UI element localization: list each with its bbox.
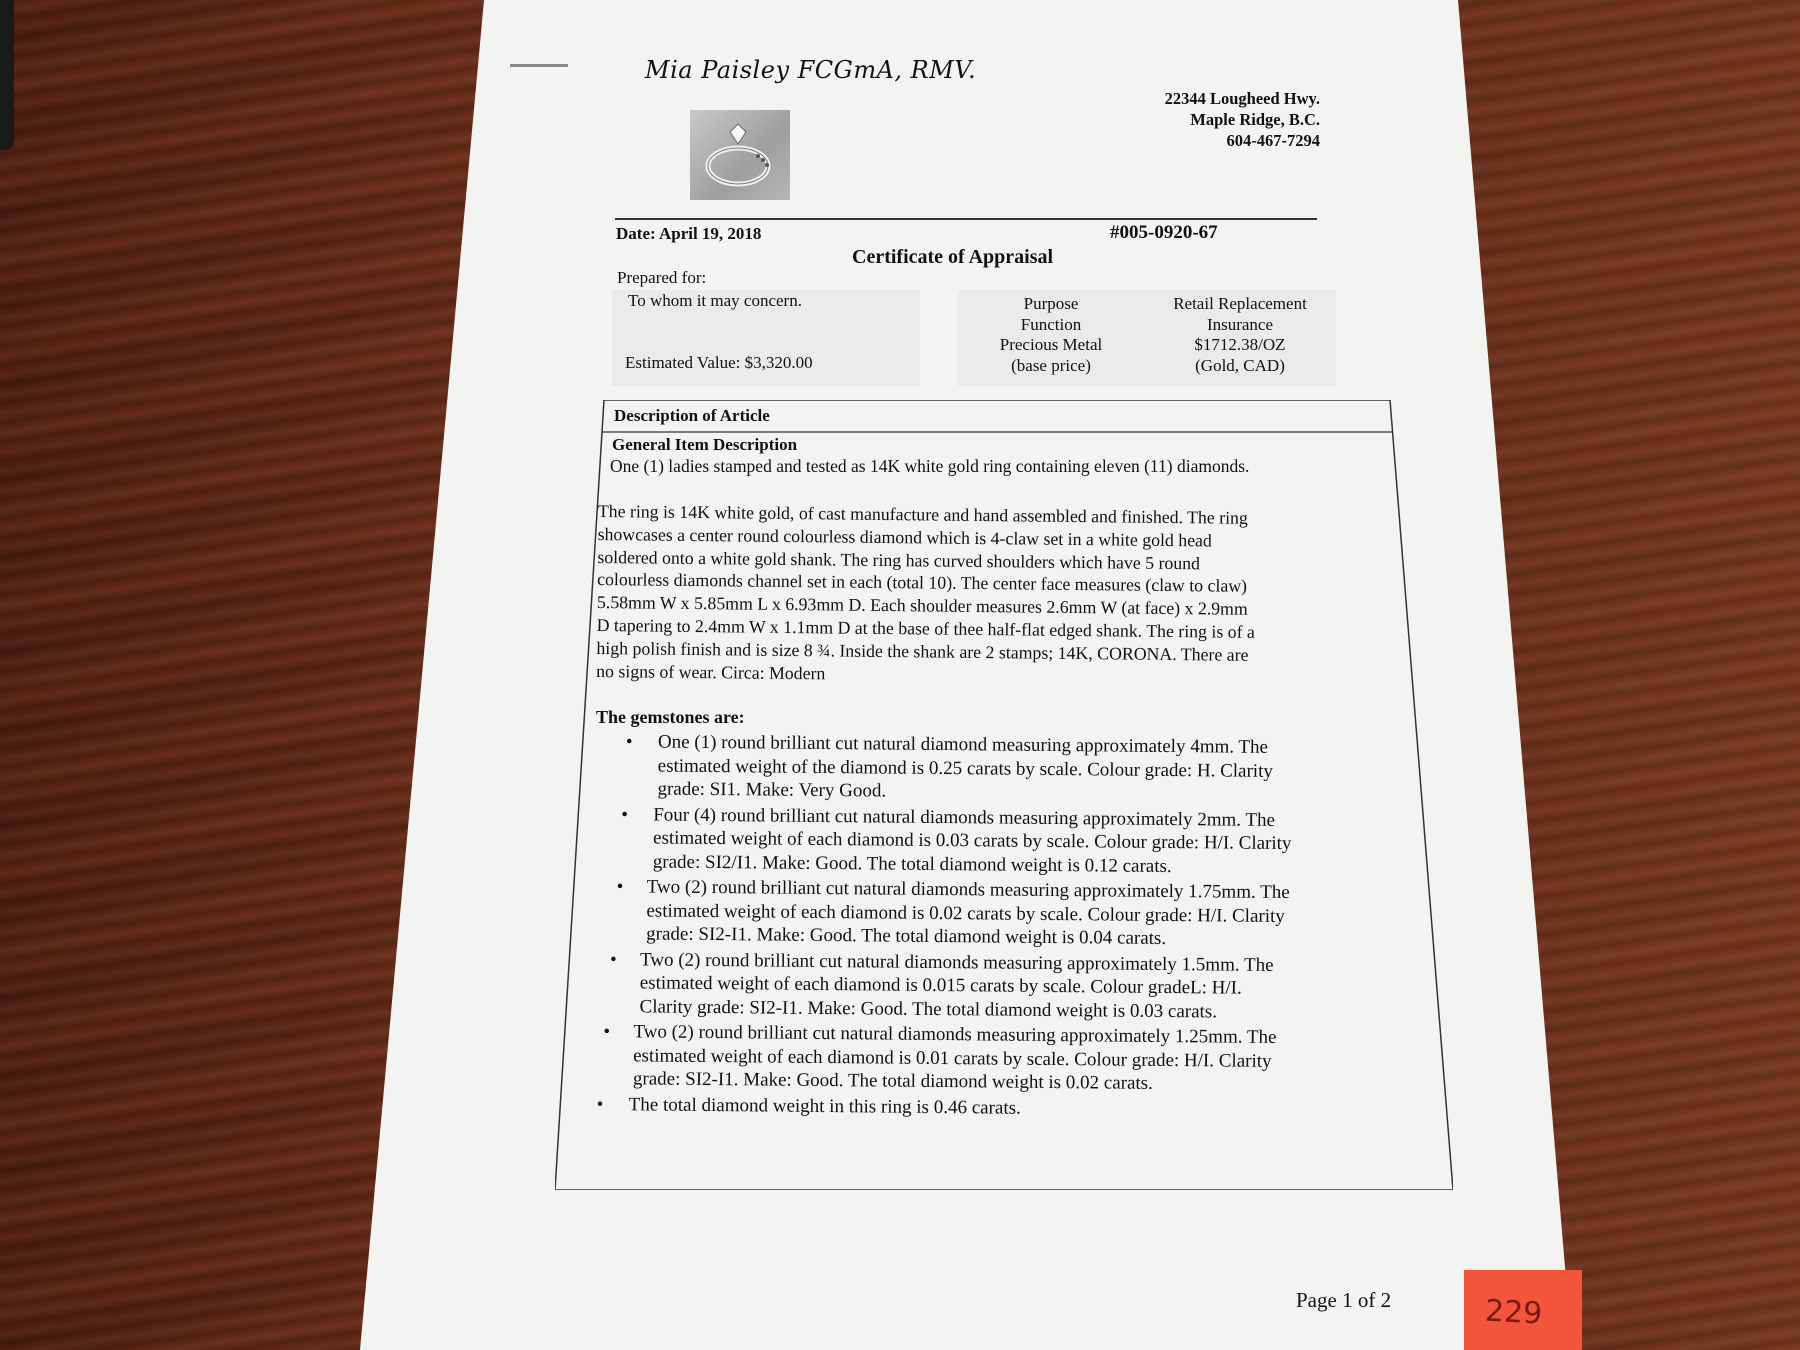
bullet: • (625, 731, 633, 753)
paragraph-line: high polish finish and is size 8 ¾. Inside the shank are 2 stamps; 14K, CORONA. There are (596, 637, 1249, 665)
address-street: 22344 Lougheed Hwy. (1164, 89, 1320, 108)
gemstone-line: grade: SI2/I1. Make: Good. The total diamond weight is 0.12 carats. (652, 851, 1172, 877)
dark-object (0, 0, 14, 150)
estimated-value: Estimated Value: $3,320.00 (625, 353, 813, 372)
appraiser-address (1165, 88, 1320, 151)
gemstone-item (595, 730, 1426, 808)
document-title: Certificate of Appraisal (852, 246, 1054, 268)
prepared-for-recipient: To whom it may concern. (628, 291, 802, 310)
certificate-number: #005-0920-67 (1110, 222, 1218, 243)
purpose-line: Purpose (1023, 294, 1079, 313)
bullet: • (621, 803, 629, 825)
purpose-block (958, 294, 1144, 376)
address-phone: 604-467-7294 (1226, 131, 1320, 150)
description-heading: Description of Article (614, 406, 770, 425)
gemstone-line: estimated weight of each diamond is 0.01 carats by scale. Colour grade: H/I. Clarity (633, 1044, 1272, 1072)
retail-line: Insurance (1206, 314, 1274, 334)
retail-line: (Gold, CAD) (1195, 355, 1285, 375)
gemstone-line: estimated weight of the diamond is 0.25 carats by scale. Colour grade: H. Clarity (657, 755, 1274, 782)
paragraph-line: soldered onto a white gold shank. The ring has curved shoulders which have 5 round (597, 546, 1201, 573)
paragraph-line: showcases a center round colourless diamond which is 4-claw set in a white gold head (597, 523, 1212, 551)
retail-line: $1712.38/OZ (1194, 335, 1286, 354)
gemstone-item (593, 1092, 1423, 1123)
gemstones-heading: The gemstones are: (596, 707, 745, 727)
ring-description-paragraph (596, 500, 1398, 691)
retail-line: Retail Replacement (1173, 294, 1307, 313)
ring-photo (690, 110, 790, 200)
paragraph-line: colourless diamonds channel set in each (total 10). The center face measures (claw to claw) (597, 569, 1248, 597)
header-rule (615, 218, 1317, 220)
gemstone-line: One (1) round brilliant cut natural diamond measuring approximately 4mm. The (657, 731, 1269, 758)
paragraph-line: The ring is 14K white gold, of cast manufacture and hand assembled and finished. The ring (597, 500, 1248, 528)
gemstone-line: The total diamond weight in this ring is 0.46 carats. (628, 1093, 1021, 1119)
sticker-number: 229 (1484, 1293, 1544, 1332)
page-number: Page 1 of 2 (1296, 1288, 1392, 1312)
appraiser-name: Mia Paisley FCGmA, RMV. (645, 56, 977, 84)
purpose-line: Function (1020, 314, 1082, 334)
prepared-for-label: Prepared for: (617, 268, 707, 287)
address-city: Maple Ridge, B.C. (1190, 110, 1320, 129)
gemstone-line: estimated weight of each diamond is 0.02 carats by scale. Colour grade: H/I. Clarity (646, 899, 1285, 927)
bullet: • (609, 948, 617, 970)
purpose-line: (base price) (1011, 355, 1091, 375)
retail-block (1150, 294, 1330, 376)
general-description-heading: General Item Description (612, 435, 798, 454)
gemstone-line: grade: SI2-I1. Make: Good. The total diamond weight is 0.04 carats. (646, 923, 1167, 949)
general-description-text: One (1) ladies stamped and tested as 14K white gold ring containing eleven (11) diamonds. (610, 456, 1250, 476)
bullet: • (596, 1093, 604, 1115)
gemstone-line: Two (2) round brilliant cut natural diamonds measuring approximately 1.5mm. The (639, 948, 1274, 976)
gemstone-line: grade: SI1. Make: Very Good. (657, 778, 887, 802)
gemstone-line: Four (4) round brilliant cut natural diamonds measuring approximately 2mm. The (653, 804, 1276, 831)
bullet: • (616, 876, 624, 898)
gemstone-item (593, 947, 1424, 1025)
gemstone-item (593, 1020, 1424, 1098)
gemstone-item (595, 802, 1426, 880)
bullet: • (603, 1021, 611, 1043)
paragraph-line: D tapering to 2.4mm W x 1.1mm D at the base of thee half-flat edged shank. The ring is of a (596, 614, 1256, 642)
gemstone-line: estimated weight of each diamond is 0.015 carats by scale. Colour gradeL: H/I. (639, 972, 1242, 999)
gemstone-item (594, 875, 1425, 953)
gemstone-line: estimated weight of each diamond is 0.03 carats by scale. Colour grade: H/I. Clarity (652, 827, 1292, 855)
gemstone-list (593, 730, 1426, 1125)
paragraph-line: 5.58mm W x 5.85mm L x 6.93mm D. Each shoulder measures 2.6mm W (at face) x 2.9mm (596, 592, 1248, 619)
paragraph-line: no signs of wear. Circa: Modern (596, 660, 826, 683)
purpose-line: Precious Metal (999, 335, 1103, 354)
gemstone-line: Two (2) round brilliant cut natural diamonds measuring approximately 1.25mm. The (633, 1021, 1277, 1048)
pen-mark (510, 64, 568, 67)
gemstone-line: Clarity grade: SI2-I1. Make: Good. The total diamond weight is 0.03 carats. (639, 995, 1218, 1022)
appraisal-date: Date: April 19, 2018 (616, 224, 762, 243)
gemstone-line: Two (2) round brilliant cut natural diamonds measuring approximately 1.75mm. The (646, 876, 1290, 904)
gemstone-line: grade: SI2-I1. Make: Good. The total diamond weight is 0.02 carats. (632, 1068, 1153, 1094)
